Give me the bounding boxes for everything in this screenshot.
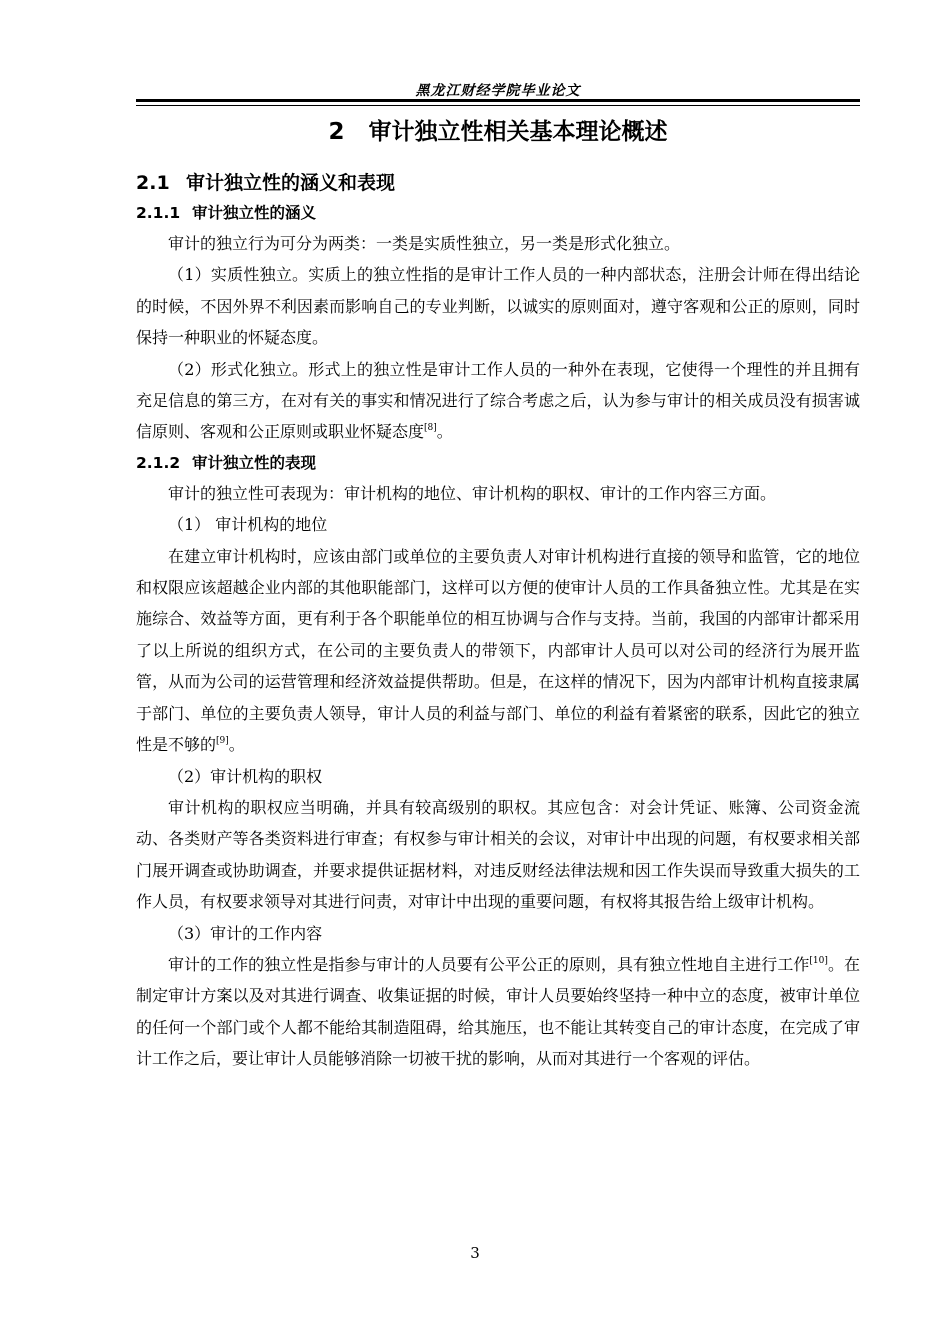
body-paragraph bbox=[136, 949, 860, 1075]
section-heading bbox=[136, 168, 860, 198]
paragraph-text: （2）形式化独立。形式上的独立性是审计工作人员的一种外在表现，它使得一个理性的并且拥有充足信息的第三方，在对有关的事实和情况进行了综合考虑之后，认为参与审计的相关成员没有损害诚信原则、客观和公正原则或职业怀疑态度 bbox=[136, 359, 860, 442]
subsection-number: 2.1.2 bbox=[136, 453, 181, 472]
section-number: 2.1 bbox=[136, 172, 170, 194]
page-number: 3 bbox=[470, 1244, 480, 1262]
section-title: 审计独立性的涵义和表现 bbox=[186, 172, 396, 194]
chapter-title-text: 审计独立性相关基本理论概述 bbox=[368, 119, 668, 145]
list-heading: （1） 审计机构的地位 bbox=[168, 515, 328, 535]
body-paragraph bbox=[136, 541, 860, 761]
subsection-heading bbox=[136, 198, 860, 228]
chapter-title bbox=[136, 112, 860, 152]
subsection-title: 审计独立性的涵义 bbox=[192, 204, 317, 222]
header-rule-thin bbox=[136, 105, 860, 106]
paragraph-text: 在建立审计机构时，应该由部门或单位的主要负责人对审计机构进行直接的领导和监管，它的地位和权限应该超越企业内部的其他职能部门，这样可以方便的使审计人员的工作具备独立性。尤其是在实施综合、效益等方面，更有利于各个职能单位的相互协调与合作与支持。当前，我国的内部审计都采用了以上所说的组织方式，在公司的主要负责人的带领下，内部审计人员可以对公司的经济行为展开监管，从而为公司的运营管理和经济效益提供帮助。但是，在这样的情况下，因为内部审计机构直接隶属于部门、单位的主要负责人领导，审计人员的利益与部门、单位的利益有着紧密的联系，因此它的独立性是不够的 bbox=[136, 546, 860, 755]
running-header: 黑龙江财经学院毕业论文 bbox=[415, 83, 581, 99]
paragraph-text: 。在制定审计方案以及对其进行调查、收集证据的时候，审计人员要始终坚持一种中立的态度，被审计单位的任何一个部门或个人都不能给其制造阻碍，给其施压，也不能让其转变自己的审计态度，在完成了审计工作之后，要让审计人员能够消除一切被干扰的影响，从而对其进行一个客观的评估。 bbox=[136, 954, 860, 1069]
list-heading: （3）审计的工作内容 bbox=[168, 923, 323, 943]
chapter-number: 2 bbox=[328, 119, 345, 145]
citation-ref: [8] bbox=[424, 423, 437, 434]
citation-ref: [9] bbox=[216, 736, 229, 747]
body-paragraph: 审计的独立性可表现为：审计机构的地位、审计机构的职权、审计的工作内容三方面。 bbox=[168, 483, 777, 503]
body-paragraph: 审计机构的职权应当明确，并具有较高级别的职权。其应包含：对会计凭证、账簿、公司资金流动、各类财产等各类资料进行审查；有权参与审计相关的会议，对审计中出现的问题，有权要求相关部门展开调查或协助调查，并要求提供证据材料，对违反财经法律法规和因工作失误而导致重大损失的工作人员，有权要求领导对其进行问责，对审计中出现的重要问题，有权将其报告给上级审计机构。 bbox=[136, 797, 860, 912]
subsection-title: 审计独立性的表现 bbox=[192, 453, 317, 472]
paragraph-text: 审计的工作的独立性是指参与审计的人员要有公平公正的原则，具有独立性地自主进行工作 bbox=[168, 954, 810, 974]
list-heading: （2）审计机构的职权 bbox=[168, 766, 323, 786]
header-rule-thick bbox=[136, 99, 860, 102]
paragraph-end: 。 bbox=[228, 735, 245, 755]
subsection-number: 2.1.1 bbox=[136, 204, 181, 222]
body-paragraph bbox=[136, 354, 860, 448]
body-paragraph: 审计的独立行为可分为两类：一类是实质性独立，另一类是形式化独立。 bbox=[168, 234, 681, 253]
paragraph-end: 。 bbox=[436, 422, 453, 442]
citation-ref: [10] bbox=[809, 955, 828, 966]
subsection-heading bbox=[136, 448, 860, 478]
body-paragraph: （1）实质性独立。实质上的独立性指的是审计工作人员的一种内部状态，注册会计师在得出结论的时候，不因外界不利因素而影响自己的专业判断，以诚实的原则面对，遵守客观和公正的原则，同时保持一种职业的怀疑态度。 bbox=[136, 265, 860, 348]
page-content bbox=[136, 112, 860, 1075]
